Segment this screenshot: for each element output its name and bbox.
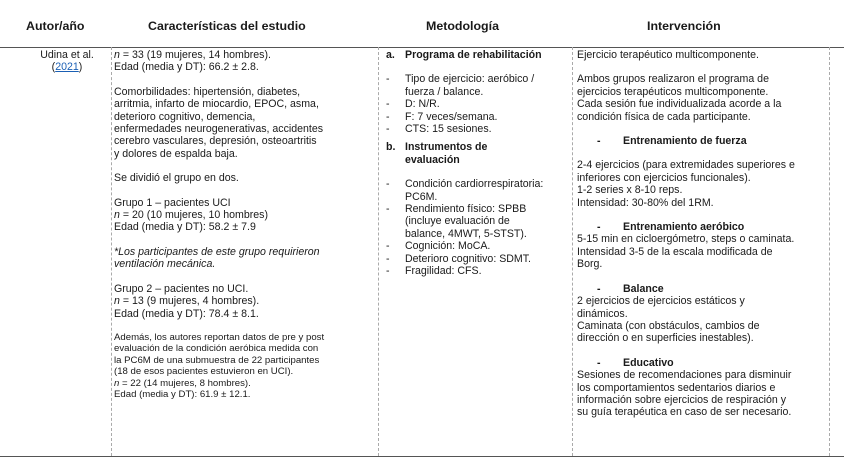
sub-n-value: = 22 (14 mujeres, 8 hombres). — [119, 377, 251, 389]
comorbilidades-line: enfermedades neurogenerativas, accidentes — [114, 123, 324, 136]
item-line: Cognición: MoCA. — [405, 240, 491, 253]
year-link[interactable]: 2021 — [55, 61, 79, 74]
paren-close: ) — [78, 61, 83, 74]
fuerza-line: 1-2 series x 8-10 reps. — [577, 184, 683, 197]
intro-line: Cada sesión fue individualizada acorde a la — [577, 98, 782, 111]
dash-marker: - — [386, 240, 390, 253]
list-item — [386, 98, 570, 110]
balance-line: 2 ejercicios de ejercicios estáticos y — [577, 295, 745, 308]
educativo-line: su guía terapéutica en caso de ser necesario. — [577, 406, 792, 419]
item-line: CTS: 15 sesiones. — [405, 123, 492, 136]
aerobico-title-text: Entrenamiento aeróbico — [623, 221, 745, 234]
autor-cell — [25, 49, 109, 74]
balance-line: dinámicos. — [577, 307, 628, 320]
section-b-text: evaluación — [405, 153, 460, 166]
dash-marker: - — [386, 123, 390, 136]
column-divider — [378, 47, 379, 456]
balance-title — [577, 283, 829, 295]
item-line: Condición cardiorrespiratoria: — [405, 178, 544, 191]
aerobico-title — [577, 221, 829, 233]
grupo2-n — [114, 295, 376, 307]
comorbilidades-line: y dolores de espalda baja. — [114, 147, 238, 160]
list-item — [386, 265, 570, 277]
header-metodologia: Metodología — [426, 19, 499, 33]
nota-line: ventilación mecánica. — [114, 258, 216, 271]
sub-n — [114, 378, 376, 389]
header-intervencion: Intervención — [647, 19, 721, 33]
paren-open: ( — [51, 61, 56, 74]
list-item — [386, 111, 570, 123]
n-symbol: n — [114, 49, 120, 61]
educativo-line: los comportamientos sedentarios diarios e — [577, 381, 776, 394]
item-line: fuerza / balance. — [405, 85, 484, 98]
header-caracteristicas: Características del estudio — [148, 19, 306, 33]
item-line: (incluye evaluación de — [405, 215, 510, 228]
edad: Edad (media y DT): 66.2 ± 2.8. — [114, 61, 259, 74]
dash-marker: - — [386, 98, 390, 111]
adem-line: la PC6M de una submuestra de 22 participantes — [114, 354, 320, 366]
section-b-text: Instrumentos de — [405, 141, 488, 154]
section-b-marker: b. — [386, 141, 396, 154]
section-a-marker: a. — [386, 49, 395, 61]
balance-line: Caminata (con obstáculos, cambios de — [577, 319, 760, 332]
adem-line: (18 de esos pacientes estuvieron en UCI). — [114, 366, 294, 378]
intervencion-cell — [577, 49, 829, 419]
dash-marker: - — [386, 73, 390, 86]
item-line: F: 7 veces/semana. — [405, 110, 498, 123]
educativo-title-text: Educativo — [623, 356, 674, 369]
header-autor: Autor/año — [26, 19, 85, 33]
section-a-title — [386, 49, 570, 61]
sub-edad: Edad (media y DT): 61.9 ± 12.1. — [114, 388, 251, 400]
fuerza-line: inferiores con ejercicios funcionales). — [577, 171, 751, 184]
educativo-line: información sobre ejercicios de respiración y — [577, 393, 787, 406]
comorbilidades-line: arritmia, infarto de miocardio, EPOC, asma, — [114, 98, 319, 111]
item-line: Fragilidad: CFS. — [405, 265, 482, 278]
n-symbol: n — [114, 209, 120, 222]
list-item — [386, 123, 570, 135]
item-line: PC6M. — [405, 190, 438, 203]
fuerza-title — [577, 135, 829, 147]
grupo1-edad: Edad (media y DT): 58.2 ± 7.9 — [114, 221, 256, 234]
balance-title-text: Balance — [623, 282, 664, 295]
aerobico-line: Borg. — [577, 258, 603, 271]
column-divider — [829, 47, 830, 456]
adem-line: evaluación de la condición aeróbica medida con — [114, 343, 319, 355]
list-item — [386, 240, 570, 252]
dash-marker: - — [597, 221, 601, 234]
intro-line: condición física de cada participante. — [577, 110, 751, 123]
dash-marker: - — [597, 135, 601, 148]
autor-name: Udina et al. — [40, 49, 94, 61]
dash-marker: - — [386, 252, 390, 265]
dash-marker: - — [597, 282, 601, 295]
fuerza-line: 2-4 ejercicios (para extremidades superiores e — [577, 159, 795, 172]
grupo2-title: Grupo 2 – pacientes no UCI. — [114, 282, 249, 295]
column-divider — [572, 47, 573, 456]
item-line: Rendimiento físico: SPBB — [405, 203, 527, 216]
dash-marker: - — [386, 178, 390, 191]
item-line: D: N/R. — [405, 98, 440, 111]
grupo1-n — [114, 209, 376, 221]
metodologia-cell — [386, 49, 570, 278]
adem-line: Además, los autores reportan datos de pre y post — [114, 331, 325, 343]
item-line: Deterioro cognitivo: SDMT. — [405, 252, 531, 265]
nota-line: *Los participantes de este grupo requirieron — [114, 245, 320, 258]
grupo1-title: Grupo 1 – pacientes UCI — [114, 196, 231, 209]
fuerza-line: Intensidad: 30-80% del 1RM. — [577, 196, 714, 209]
comorbilidades-line: Comorbilidades: hipertensión, diabetes, — [114, 85, 301, 98]
grupo1-n-value: = 20 (10 mujeres, 10 hombres) — [119, 209, 268, 222]
balance-line: dirección o en superficies inestables). — [577, 332, 754, 345]
dash-marker: - — [386, 203, 390, 216]
list-item — [386, 253, 570, 265]
section-b-title — [386, 141, 570, 166]
sample-size — [114, 49, 376, 61]
division: Se dividió el grupo en dos. — [114, 172, 239, 185]
dash-marker: - — [597, 356, 601, 369]
list-item — [386, 178, 570, 203]
educativo-title — [577, 357, 829, 369]
list-item — [386, 73, 570, 98]
aerobico-line: Intensidad 3-5 de la escala modificada de — [577, 245, 773, 258]
aerobico-line: 5-15 min en cicloergómetro, steps o caminata. — [577, 233, 795, 246]
list-item — [386, 203, 570, 240]
intro-line: ejercicios terapéuticos multicomponente. — [577, 85, 769, 98]
item-line: Tipo de ejercicio: aeróbico / — [405, 73, 535, 86]
dash-marker: - — [386, 110, 390, 123]
autor-year-line — [25, 61, 109, 73]
n-symbol: n — [114, 295, 120, 308]
n-symbol: n — [114, 377, 120, 389]
dash-marker: - — [386, 265, 390, 278]
table-header — [0, 0, 844, 48]
grupo2-edad: Edad (media y DT): 78.4 ± 8.1. — [114, 307, 259, 320]
comorbilidades-line: cerebro vasculares, depresión, osteoartritis — [114, 135, 317, 148]
n-value: = 33 (19 mujeres, 14 hombres). — [119, 49, 271, 61]
column-divider — [111, 47, 112, 456]
fuerza-title-text: Entrenamiento de fuerza — [623, 135, 747, 148]
educativo-line: Sesiones de recomendaciones para disminuir — [577, 369, 792, 382]
table-bottom-border — [0, 456, 844, 457]
intro-line: Ambos grupos realizaron el programa de — [577, 73, 769, 86]
grupo2-n-value: = 13 (9 mujeres, 4 hombres). — [119, 295, 260, 308]
section-a-text: Programa de rehabilitación — [405, 49, 542, 61]
caracteristicas-cell — [114, 49, 376, 400]
intervencion-titulo: Ejercicio terapéutico multicomponente. — [577, 49, 759, 61]
item-line: balance, 4MWT, 5-STST). — [405, 227, 527, 240]
comorbilidades-line: deterioro cognitivo, demencia, — [114, 110, 256, 123]
